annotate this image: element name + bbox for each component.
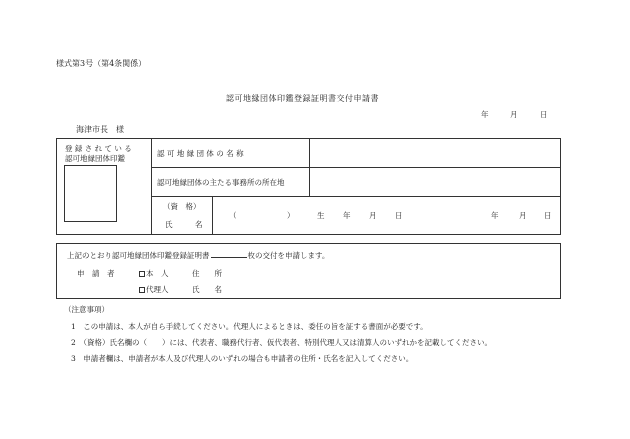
qualification-label: （資 格） bbox=[163, 202, 201, 211]
option-self-label: 本 人 bbox=[146, 269, 169, 278]
form-number: 様式第3号（第4条関係） bbox=[56, 59, 147, 68]
date-day: 日 bbox=[540, 110, 548, 119]
right-year: 年 bbox=[491, 211, 499, 220]
right-day: 日 bbox=[544, 211, 552, 220]
note-item-1: 1 この申請は、本人が自ら手続してください。代理人によるときは、委任の旨を証する書面が必要です。 bbox=[71, 322, 428, 331]
table-divider-seal bbox=[151, 138, 152, 235]
representative-name-label: 氏 名 bbox=[165, 220, 203, 229]
table-divider-name bbox=[212, 196, 213, 235]
note-item-2: 2 （資格）氏名欄の（ ）には、代表者、職務代行者、仮代表者、特別代理人又は清算人のいずれかを記載してください。 bbox=[71, 338, 493, 347]
addressee: 海津市長 様 bbox=[76, 125, 124, 134]
option-self bbox=[139, 268, 169, 279]
copies-blank[interactable] bbox=[211, 250, 247, 258]
request-text-after: 枚の交付を申請します。 bbox=[247, 251, 330, 260]
agent-checkbox[interactable] bbox=[139, 287, 145, 293]
request-statement bbox=[67, 250, 329, 261]
org-name-label: 認 可 地 縁 団 体 の 名 称 bbox=[157, 149, 244, 158]
applicant-label: 申 請 者 bbox=[77, 269, 115, 278]
office-address-label: 認可地縁団体の主たる事務所の所在地 bbox=[157, 178, 285, 187]
birth-day: 日 bbox=[395, 211, 403, 220]
birth-month: 月 bbox=[369, 211, 377, 220]
seal-label-line1: 登 録 さ れ て い る bbox=[65, 144, 132, 153]
birth-label: 生 bbox=[317, 211, 325, 220]
date-month: 月 bbox=[510, 110, 518, 119]
paren-close: ） bbox=[287, 211, 295, 220]
seal-impression-box bbox=[64, 165, 117, 222]
seal-label-line2: 認可地縁団体印鑑 bbox=[65, 154, 125, 163]
right-month: 月 bbox=[519, 211, 527, 220]
option-agent-label: 代理人 bbox=[146, 285, 169, 294]
page-title: 認可地縁団体印鑑登録証明書交付申請書 bbox=[226, 94, 379, 103]
applicant-address-label: 住 所 bbox=[192, 269, 222, 278]
request-text-before: 上記のとおり認可地縁団体印鑑登録証明書 bbox=[67, 251, 210, 260]
notes-heading: （注意事項） bbox=[64, 305, 109, 314]
self-checkbox[interactable] bbox=[139, 271, 145, 277]
note-item-3: 3 申請者欄は、申請者が本人及び代理人のいずれの場合も申請者の住所・氏名を記入してください。 bbox=[71, 354, 414, 363]
birth-year: 年 bbox=[343, 211, 351, 220]
date-year: 年 bbox=[481, 110, 489, 119]
option-agent bbox=[139, 284, 169, 295]
applicant-name-label: 氏 名 bbox=[192, 285, 222, 294]
paren-open: （ bbox=[229, 211, 237, 220]
table-row-line-1 bbox=[151, 167, 561, 168]
